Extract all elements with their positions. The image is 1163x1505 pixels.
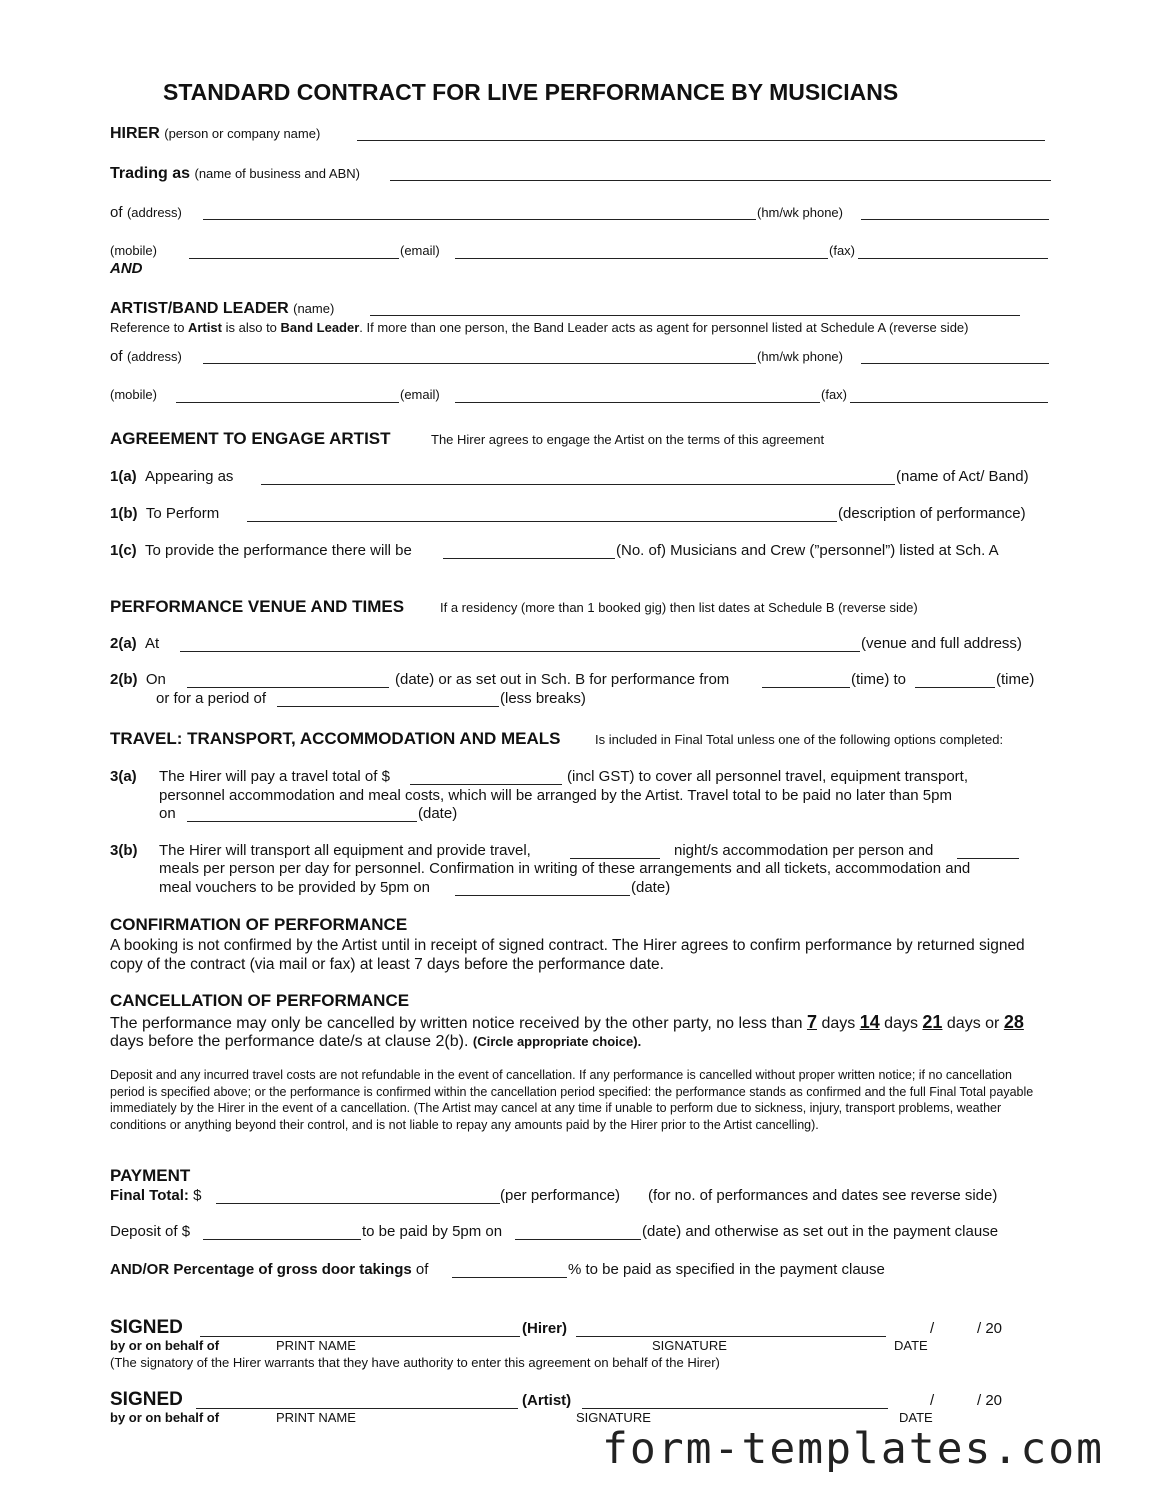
clause-1b-suffix: (description of performance) — [838, 505, 1026, 522]
vouchers-date-field[interactable] — [455, 895, 630, 896]
hirer-signature-field[interactable] — [576, 1336, 886, 1337]
artist-signature-field[interactable] — [582, 1408, 888, 1409]
hirer-date-caption: DATE — [894, 1338, 928, 1353]
signed-artist-label: SIGNED — [110, 1389, 183, 1410]
trading-hint: (name of business and ABN) — [194, 166, 360, 181]
hirer-party-label: (Hirer) — [522, 1320, 568, 1337]
hirer-date-slash[interactable]: / — [930, 1320, 935, 1337]
artist-phone-field[interactable] — [861, 363, 1049, 364]
clause-3a-l1b: (incl GST) to cover all personnel travel, equipment transport, — [567, 768, 969, 785]
clause-1c: 1(c) To provide the performance there will be — [110, 542, 412, 559]
venue-field[interactable] — [180, 651, 860, 652]
performance-description-field[interactable] — [247, 521, 837, 522]
deposit-label: Deposit of $ — [110, 1223, 191, 1240]
final-total-row: Final Total: $ — [110, 1187, 202, 1204]
less-breaks-label: (less breaks) — [500, 690, 586, 707]
artist-date-caption: DATE — [899, 1410, 933, 1425]
nights-field[interactable] — [570, 858, 660, 859]
payment-heading: PAYMENT — [110, 1166, 191, 1185]
artist-signature-caption: SIGNATURE — [576, 1410, 651, 1425]
percentage-note: % to be paid as specified in the payment clause — [568, 1261, 885, 1278]
performance-date-field[interactable] — [187, 687, 389, 688]
clause-1b: 1(b) To Perform — [110, 505, 220, 522]
cancellation-fine-print: Deposit and any incurred travel costs are not refundable in the event of cancellation. If any performance is cancelled without proper written notice; if no cancellation period is specified above; or the performance is confirmed within the cancellation period specified: the performance stands as confirmed and the full Final Total payable immediately by the Hirer in the event of a cancellation. (The Artist may cancel at any time if unable to perform due to sickness, injury, transport problems, weather conditions or anything beyond their control, and is not liable to repay any amounts paid by the Hirer prior to the Artist cancelling). — [110, 1068, 1034, 1132]
hirer-phone-label: (hm/wk phone) — [757, 205, 843, 220]
hirer-print-name-caption: PRINT NAME — [276, 1338, 356, 1353]
percentage-row: AND/OR Percentage of gross door takings of — [110, 1261, 429, 1278]
artist-address-of: of — [110, 348, 123, 365]
signed-hirer-label: SIGNED — [110, 1317, 183, 1338]
period-label: or for a period of — [156, 690, 267, 707]
artist-name-field[interactable] — [370, 315, 1020, 316]
artist-fax-field[interactable] — [850, 402, 1048, 403]
clause-2b-mid: (date) or as set out in Sch. B for performance from — [395, 671, 730, 688]
hirer-address-row — [110, 205, 182, 221]
percentage-field[interactable] — [452, 1277, 567, 1278]
agreement-heading: AGREEMENT TO ENGAGE ARTIST — [110, 429, 391, 448]
period-field[interactable] — [277, 706, 499, 707]
meals-field[interactable] — [957, 858, 1019, 859]
hirer-hint: (person or company name) — [164, 126, 321, 141]
artist-label: ARTIST/BAND LEADER — [110, 300, 289, 317]
option-28-days[interactable]: 28 — [1003, 1012, 1024, 1032]
hirer-signature-caption: SIGNATURE — [652, 1338, 727, 1353]
hirer-print-name-field[interactable] — [200, 1336, 520, 1337]
hirer-address-field[interactable] — [203, 219, 756, 220]
option-21-days[interactable]: 21 — [922, 1012, 943, 1032]
artist-party-label: (Artist) — [522, 1392, 572, 1409]
hirer-name-field[interactable] — [357, 140, 1045, 141]
artist-email-field[interactable] — [455, 402, 820, 403]
option-7-days[interactable]: 7 — [806, 1012, 817, 1032]
and-label: AND — [110, 260, 143, 277]
time-from-field[interactable] — [762, 687, 850, 688]
clause-2a: 2(a) At — [110, 635, 160, 652]
artist-date-slash[interactable]: / — [930, 1392, 935, 1409]
clause-3b-l1b: night/s accommodation per person and — [674, 842, 934, 859]
travel-total-field[interactable] — [410, 784, 562, 785]
option-14-days[interactable]: 14 — [859, 1012, 880, 1032]
deposit-paid-label: to be paid by 5pm on — [362, 1223, 503, 1240]
trading-row — [110, 166, 360, 182]
cancellation-line-2: days before the performance date/s at clause 2(b). (Circle appropriate choice). — [110, 1033, 642, 1050]
hirer-mobile-field[interactable] — [189, 258, 399, 259]
deposit-note: (date) and otherwise as set out in the payment clause — [642, 1223, 999, 1240]
artist-phone-label: (hm/wk phone) — [757, 349, 843, 364]
hirer-label: HIRER — [110, 125, 160, 142]
clause-3a-l1a: The Hirer will pay a travel total of $ — [159, 768, 390, 785]
hirer-fax-field[interactable] — [858, 258, 1048, 259]
trading-label: Trading as — [110, 165, 191, 182]
deposit-field[interactable] — [203, 1239, 361, 1240]
hirer-behalf-label: by or on behalf of — [110, 1338, 220, 1353]
artist-mobile-field[interactable] — [176, 402, 399, 403]
clause-3b-l3a: meal vouchers to be provided by 5pm on — [159, 879, 430, 896]
clause-1c-suffix: (No. of) Musicians and Crew (”personnel”) listed at Sch. A — [616, 542, 999, 559]
artist-date-year[interactable]: / 20 — [977, 1392, 1003, 1409]
clause-3b-l1a: The Hirer will transport all equipment and provide travel, — [159, 842, 531, 859]
travel-note: Is included in Final Total unless one of the following options completed: — [595, 732, 1004, 747]
cancellation-heading: CANCELLATION OF PERFORMANCE — [110, 991, 410, 1010]
clause-2a-suffix: (venue and full address) — [861, 635, 1022, 652]
confirmation-heading: CONFIRMATION OF PERFORMANCE — [110, 915, 408, 934]
clause-3b-num: 3(b) — [110, 842, 138, 859]
hirer-date-year[interactable]: / 20 — [977, 1320, 1003, 1337]
cancellation-line-1: The performance may only be cancelled by written notice received by the other party, no less than 7 days 14 days 21 days or 28 — [110, 1012, 1024, 1032]
travel-due-date-field[interactable] — [187, 821, 417, 822]
venue-note: If a residency (more than 1 booked gig) then list dates at Schedule B (reverse side) — [440, 600, 918, 615]
clause-3a-num: 3(a) — [110, 768, 137, 785]
travel-heading: TRAVEL: TRANSPORT, ACCOMMODATION AND MEALS — [110, 729, 561, 748]
watermark-logo: form-templates.com — [602, 1424, 1104, 1474]
final-total-field[interactable] — [216, 1203, 500, 1204]
clause-1a-suffix: (name of Act/ Band) — [896, 468, 1029, 485]
time-to-field[interactable] — [915, 687, 995, 688]
hirer-warrant-note: (The signatory of the Hirer warrants that they have authority to enter this agreement on behalf of the Hirer) — [110, 1355, 720, 1370]
artist-label-row — [110, 301, 334, 317]
artist-behalf-label: by or on behalf of — [110, 1410, 220, 1425]
hirer-address-hint: (address) — [126, 205, 182, 220]
time-label: (time) — [996, 671, 1035, 688]
clause-3a-l2: personnel accommodation and meal costs, which will be arranged by the Artist. Travel total to be paid no later than 5pm — [159, 787, 952, 804]
deposit-date-field[interactable] — [515, 1239, 641, 1240]
clause-2b: 2(b) On — [110, 671, 166, 688]
per-performance-label: (per performance) — [500, 1187, 621, 1204]
clause-1a: 1(a) Appearing as — [110, 468, 234, 485]
clause-3a-l3a: on — [159, 805, 176, 822]
artist-address-field[interactable] — [203, 363, 756, 364]
artist-reference-note: Reference to Artist is also to Band Leader. If more than one person, the Band Leader acts as agent for personnel listed at Schedule A (reverse side) — [110, 320, 969, 335]
artist-print-name-caption: PRINT NAME — [276, 1410, 356, 1425]
artist-print-name-field[interactable] — [196, 1408, 518, 1409]
time-to-label: (time) to — [851, 671, 907, 688]
agreement-note: The Hirer agrees to engage the Artist on the terms of this agreement — [431, 432, 825, 447]
artist-email-label: (email) — [400, 387, 440, 402]
hirer-email-label: (email) — [400, 243, 440, 258]
artist-fax-label: (fax) — [821, 387, 847, 402]
hirer-fax-label: (fax) — [829, 243, 855, 258]
hirer-mobile-label: (mobile) — [110, 243, 157, 258]
clause-3b-l2: meals per person per day for personnel. Confirmation in writing of these arrangements and all tickets, accommodation and — [159, 860, 971, 877]
page-title: STANDARD CONTRACT FOR LIVE PERFORMANCE BY MUSICIANS — [163, 79, 899, 105]
hirer-address-of: of — [110, 204, 123, 221]
trading-field[interactable] — [390, 180, 1051, 181]
clause-3b-l3b: (date) — [631, 879, 671, 896]
hirer-phone-field[interactable] — [861, 219, 1049, 220]
artist-address-hint: (address) — [126, 349, 182, 364]
artist-address-row — [110, 349, 182, 365]
artist-hint: (name) — [293, 301, 335, 316]
clause-3a-l3b: (date) — [418, 805, 458, 822]
hirer-label-row — [110, 126, 320, 142]
artist-mobile-label: (mobile) — [110, 387, 157, 402]
hirer-email-field[interactable] — [455, 258, 828, 259]
final-total-note: (for no. of performances and dates see reverse side) — [648, 1187, 998, 1204]
confirmation-text: A booking is not confirmed by the Artist until in receipt of signed contract. The Hirer agrees to confirm performance by returned signed copy of the contract (via mail or fax) at least 7 days before the performance date. — [110, 937, 1025, 973]
venue-heading: PERFORMANCE VENUE AND TIMES — [110, 597, 405, 616]
personnel-count-field[interactable] — [443, 558, 615, 559]
act-name-field[interactable] — [261, 484, 895, 485]
